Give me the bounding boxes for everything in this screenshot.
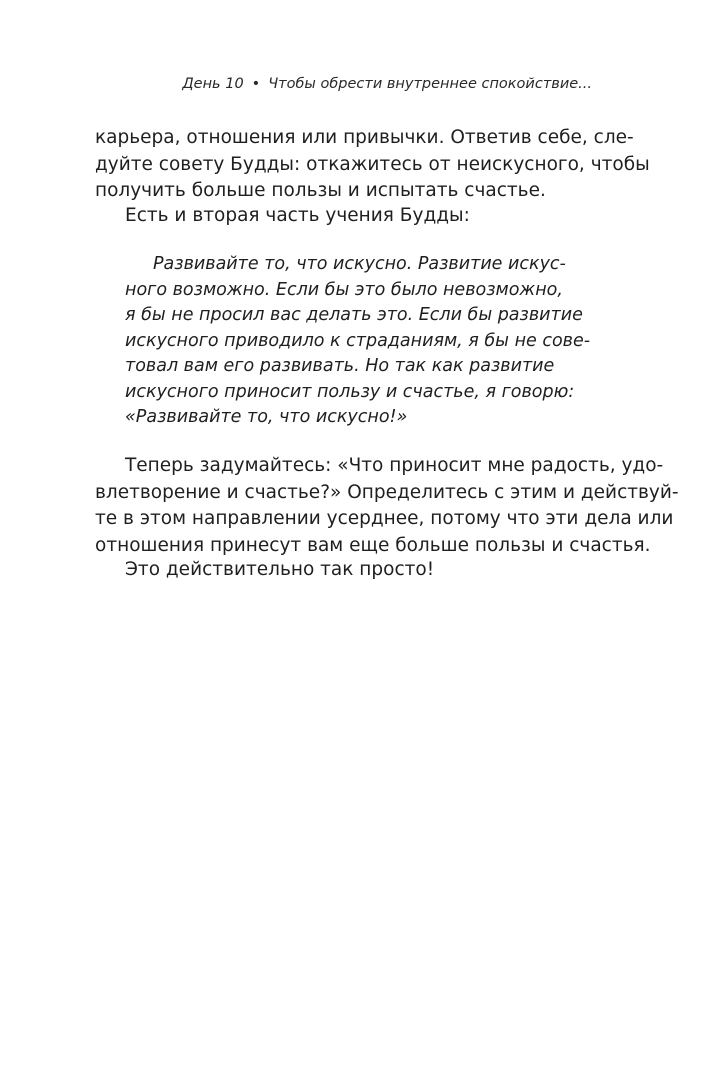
paragraph-line: влетворение и счастье?» Определитесь с этим и действуй- [95, 481, 679, 503]
paragraph-line: отношения принесут вам еще больше пользы и счастья. [95, 534, 651, 556]
paragraph-line: Есть и вторая часть учения Будды: [125, 205, 470, 226]
paragraph-line: карьера, отношения или привычки. Ответив себе, сле- [95, 127, 634, 148]
quote-line: искусного приносит пользу и счастье, я говорю: [125, 381, 575, 402]
paragraph-2 [95, 203, 615, 230]
paragraph-4 [95, 557, 615, 584]
quote-line: «Развивайте то, что искусно!» [125, 407, 408, 427]
paragraph-line: те в этом направлении усерднее, потому что эти дела или [95, 508, 674, 529]
paragraph-line: Теперь задумайтесь: «Что приносит мне радость, удо- [125, 455, 664, 476]
separator-bullet: • [251, 76, 261, 92]
paragraph-1 [95, 125, 650, 205]
quote-line: Развивайте то, что искусно. Развитие искус- [153, 254, 566, 274]
quote-line: я бы не просил вас делать это. Если бы развитие [125, 305, 583, 325]
paragraph-3 [95, 453, 679, 559]
buddha-quote [125, 252, 591, 431]
chapter-label: День 10 [182, 76, 244, 92]
chapter-title: Чтобы обрести внутреннее спокойствие... [268, 76, 592, 92]
quote-line: искусного приводило к страданиям, я бы не сове- [125, 330, 591, 351]
quote-line: ного возможно. Если бы это было невозможно, [125, 279, 563, 300]
paragraph-line: Это действительно так просто! [125, 559, 435, 580]
paragraph-line: получить больше пользы и испытать счастье. [95, 180, 546, 201]
paragraph-line: дуйте совету Будды: откажитесь от неискусного, чтобы [95, 153, 650, 175]
running-head [182, 76, 592, 92]
quote-line: товал вам его развивать. Но так как развитие [125, 356, 555, 376]
